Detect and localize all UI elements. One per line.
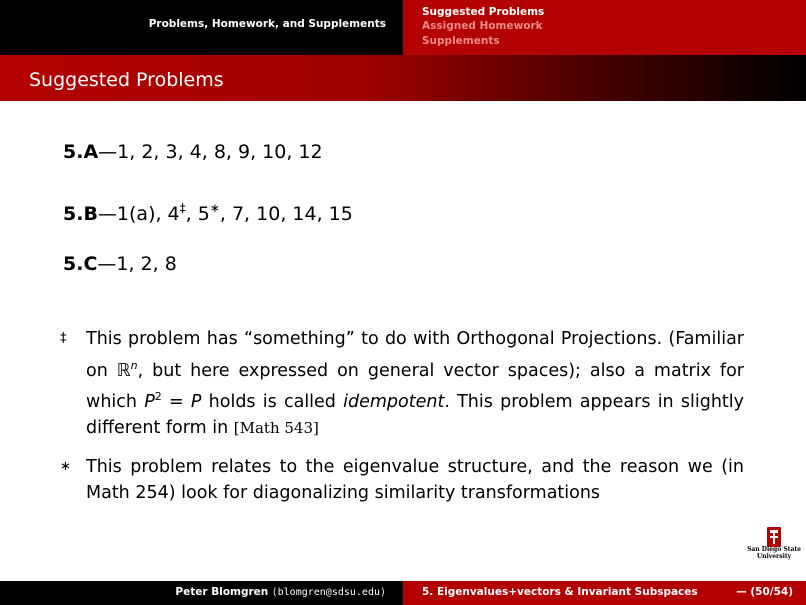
math-rn-exp: n bbox=[130, 358, 138, 372]
asterisk-mark: ∗ bbox=[209, 201, 220, 215]
math-rn: ℝ bbox=[116, 360, 131, 381]
note-text: holds is called bbox=[201, 391, 344, 412]
sdsu-shield-icon bbox=[767, 527, 781, 547]
footer-author: Peter Blomgren bbox=[175, 586, 269, 598]
math-eq-rest: = P bbox=[161, 391, 202, 412]
problem-list bbox=[63, 138, 763, 306]
sdsu-logo bbox=[743, 527, 805, 567]
footnote-eigenvalue bbox=[60, 454, 744, 507]
header-left bbox=[0, 0, 403, 55]
footer-bar bbox=[0, 581, 806, 605]
problem-items-pre: 1(a), 4 bbox=[116, 203, 180, 225]
nav-assigned-homework[interactable]: Assigned Homework bbox=[422, 20, 543, 32]
footnote-mark: ‡ bbox=[60, 331, 67, 346]
problem-row-5a bbox=[63, 138, 763, 194]
footnotes bbox=[60, 326, 744, 519]
footer-author-block bbox=[175, 586, 386, 598]
note-text: . This problem appears in slightly different form in bbox=[86, 391, 744, 439]
problem-dash: — bbox=[97, 253, 117, 275]
problem-items: 1, 2, 8 bbox=[116, 253, 177, 275]
footer-section-title[interactable]: 5. Eigenvalues+vectors & Invariant Subspaces bbox=[422, 586, 698, 598]
citation-math-543[interactable]: [Math 543] bbox=[233, 419, 319, 438]
footnote-projection bbox=[60, 326, 744, 442]
problem-row-5c bbox=[63, 250, 763, 306]
frame-title: Suggested Problems bbox=[29, 69, 224, 91]
note-text: This problem relates to the eigenvalue structure, and the reason we (in Math 254) look for diagonalizing similarity transformations bbox=[86, 456, 744, 504]
note-text: This problem has “something” to do with Orthogonal Projections. (Familiar on bbox=[86, 329, 744, 381]
frame-title-bar bbox=[0, 55, 806, 101]
nav-suggested-problems[interactable]: Suggested Problems bbox=[422, 6, 545, 18]
problem-section-label: 5.C bbox=[63, 253, 98, 275]
section-title-link[interactable]: Problems, Homework, and Supplements bbox=[148, 18, 386, 30]
nav-supplements[interactable]: Supplements bbox=[422, 35, 500, 47]
emphasis-idempotent: idempotent bbox=[343, 391, 445, 412]
footer-email[interactable]: ⟨blomgren@sdsu.edu⟩ bbox=[271, 587, 386, 598]
problem-dash: — bbox=[97, 203, 117, 225]
problem-items: 1, 2, 3, 4, 8, 9, 10, 12 bbox=[117, 141, 323, 163]
problem-section-label: 5.A bbox=[63, 141, 99, 163]
footer-page-number: — (50/54) bbox=[736, 586, 793, 598]
footnote-mark: ∗ bbox=[60, 458, 71, 474]
note-text: , but here expressed on general vector spaces); also a matrix for which bbox=[86, 360, 744, 412]
math-p-exp: 2 bbox=[154, 389, 162, 403]
header-bar bbox=[0, 0, 806, 55]
problem-items-mid: , 5 bbox=[185, 203, 210, 225]
logo-line-2: University bbox=[756, 552, 792, 560]
header-nav bbox=[403, 0, 806, 55]
footer-left bbox=[0, 581, 403, 605]
double-dagger-mark: ‡ bbox=[179, 201, 186, 215]
problem-section-label: 5.B bbox=[63, 203, 98, 225]
problem-row-5b bbox=[63, 194, 763, 250]
problem-items-post: , 7, 10, 14, 15 bbox=[219, 203, 353, 225]
math-p: P bbox=[144, 391, 155, 412]
problem-dash: — bbox=[98, 141, 118, 163]
footer-right bbox=[403, 581, 806, 605]
logo-line-1: San Diego State bbox=[747, 546, 801, 553]
